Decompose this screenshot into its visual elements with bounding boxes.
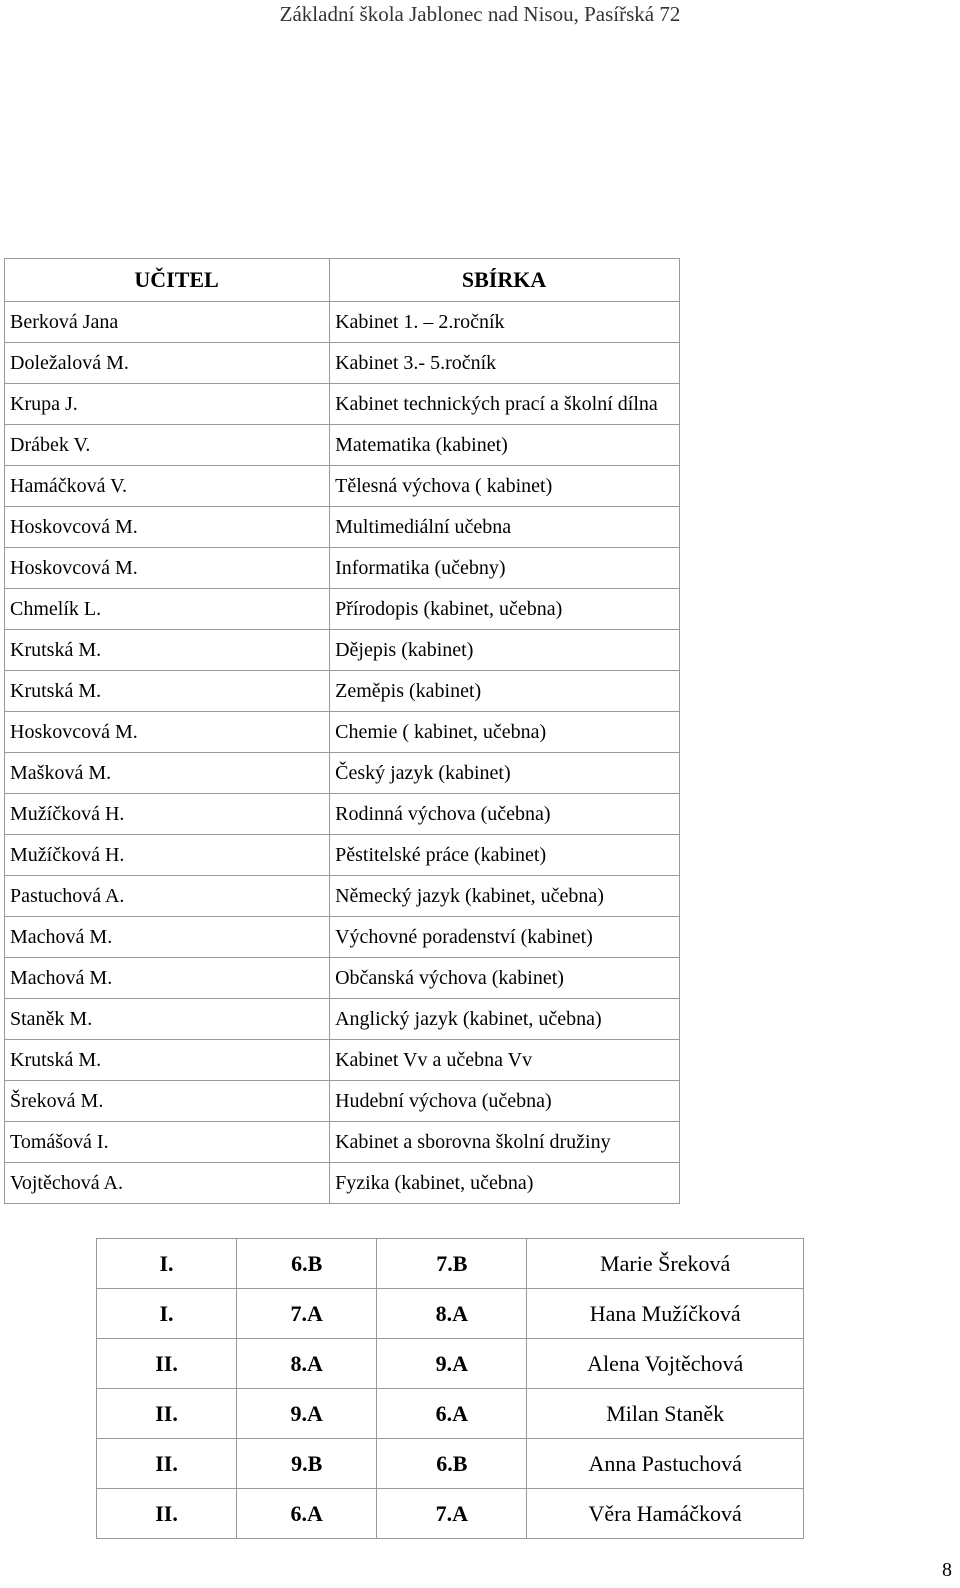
teacher-cell: Hoskovcová M. [5,712,330,753]
class-from-cell: 9.A [237,1389,377,1439]
collection-cell: Hudební výchova (učebna) [330,1081,680,1122]
teacher-cell: Doležalová M. [5,343,330,384]
collection-column-header: SBÍRKA [330,259,680,302]
teacher-column-header: UČITEL [5,259,330,302]
collection-cell: Zeměpis (kabinet) [330,671,680,712]
teacher-cell: Krutská M. [5,1040,330,1081]
teacher-name-cell: Anna Pastuchová [527,1439,804,1489]
collection-cell: Občanská výchova (kabinet) [330,958,680,999]
table-row [97,1239,804,1289]
teacher-cell: Krutská M. [5,630,330,671]
table-row [5,630,680,671]
classes-table-body [97,1239,804,1539]
collection-cell: Kabinet 3.- 5.ročník [330,343,680,384]
teacher-cell: Mužíčková H. [5,835,330,876]
table-row [5,712,680,753]
teacher-cell: Hamáčková V. [5,466,330,507]
table-row [5,302,680,343]
classes-table [96,1238,804,1539]
table-row [5,876,680,917]
class-from-cell: 6.A [237,1489,377,1539]
teacher-cell: Mužíčková H. [5,794,330,835]
collection-cell: Kabinet Vv a učebna Vv [330,1040,680,1081]
collection-cell: Kabinet 1. – 2.ročník [330,302,680,343]
teacher-cell: Machová M. [5,958,330,999]
table-row [5,1122,680,1163]
teacher-cell: Krupa J. [5,384,330,425]
grade-level-cell: I. [97,1239,237,1289]
table-row [5,548,680,589]
teachers-table-body [5,302,680,1204]
table-row [5,466,680,507]
table-row [5,507,680,548]
collection-cell: Informatika (učebny) [330,548,680,589]
grade-level-cell: II. [97,1339,237,1389]
collection-cell: Přírodopis (kabinet, učebna) [330,589,680,630]
table-row [5,384,680,425]
grade-level-cell: I. [97,1289,237,1339]
class-from-cell: 7.A [237,1289,377,1339]
teacher-cell: Hoskovcová M. [5,507,330,548]
table-row [5,999,680,1040]
collection-cell: Matematika (kabinet) [330,425,680,466]
collection-cell: Anglický jazyk (kabinet, učebna) [330,999,680,1040]
teachers-collections-table [4,258,680,1204]
table-row [5,753,680,794]
page-header: Základní škola Jablonec nad Nisou, Pasířská 72 [279,2,681,26]
collection-cell: Chemie ( kabinet, učebna) [330,712,680,753]
table-row [5,1163,680,1204]
teacher-cell: Machová M. [5,917,330,958]
collection-cell: Kabinet a sborovna školní družiny [330,1122,680,1163]
class-from-cell: 8.A [237,1339,377,1389]
collection-cell: Německý jazyk (kabinet, učebna) [330,876,680,917]
collection-cell: Kabinet technických prací a školní dílna [330,384,680,425]
class-from-cell: 6.B [237,1239,377,1289]
class-to-cell: 7.B [377,1239,527,1289]
table-row [97,1289,804,1339]
teacher-cell: Berková Jana [5,302,330,343]
grade-level-cell: II. [97,1389,237,1439]
teacher-cell: Pastuchová A. [5,876,330,917]
table-row [5,589,680,630]
teacher-name-cell: Hana Mužíčková [527,1289,804,1339]
collection-cell: Český jazyk (kabinet) [330,753,680,794]
table-row [5,1040,680,1081]
table-row [5,794,680,835]
teacher-cell: Mašková M. [5,753,330,794]
collection-cell: Rodinná výchova (učebna) [330,794,680,835]
collection-cell: Fyzika (kabinet, učebna) [330,1163,680,1204]
table-row [5,671,680,712]
table-row [5,343,680,384]
table-row [5,835,680,876]
table-row [5,958,680,999]
teacher-name-cell: Alena Vojtěchová [527,1339,804,1389]
table-row [97,1389,804,1439]
class-to-cell: 9.A [377,1339,527,1389]
table-row [97,1339,804,1389]
table-row [5,1081,680,1122]
collection-cell: Tělesná výchova ( kabinet) [330,466,680,507]
teacher-cell: Tomášová I. [5,1122,330,1163]
class-to-cell: 7.A [377,1489,527,1539]
collection-cell: Dějepis (kabinet) [330,630,680,671]
table-row [97,1489,804,1539]
class-to-cell: 8.A [377,1289,527,1339]
table-row [5,917,680,958]
collection-cell: Pěstitelské práce (kabinet) [330,835,680,876]
grade-level-cell: II. [97,1489,237,1539]
collection-cell: Multimediální učebna [330,507,680,548]
table-row [5,425,680,466]
teacher-name-cell: Milan Staněk [527,1389,804,1439]
class-to-cell: 6.A [377,1389,527,1439]
page-number: 8 [942,1559,952,1581]
teacher-cell: Vojtěchová A. [5,1163,330,1204]
table-row [97,1439,804,1489]
grade-level-cell: II. [97,1439,237,1489]
teacher-cell: Chmelík L. [5,589,330,630]
class-to-cell: 6.B [377,1439,527,1489]
teacher-cell: Hoskovcová M. [5,548,330,589]
collection-cell: Výchovné poradenství (kabinet) [330,917,680,958]
teacher-name-cell: Marie Šreková [527,1239,804,1289]
teacher-cell: Šreková M. [5,1081,330,1122]
teacher-cell: Staněk M. [5,999,330,1040]
teacher-name-cell: Věra Hamáčková [527,1489,804,1539]
teacher-cell: Drábek V. [5,425,330,466]
teacher-cell: Krutská M. [5,671,330,712]
class-from-cell: 9.B [237,1439,377,1489]
